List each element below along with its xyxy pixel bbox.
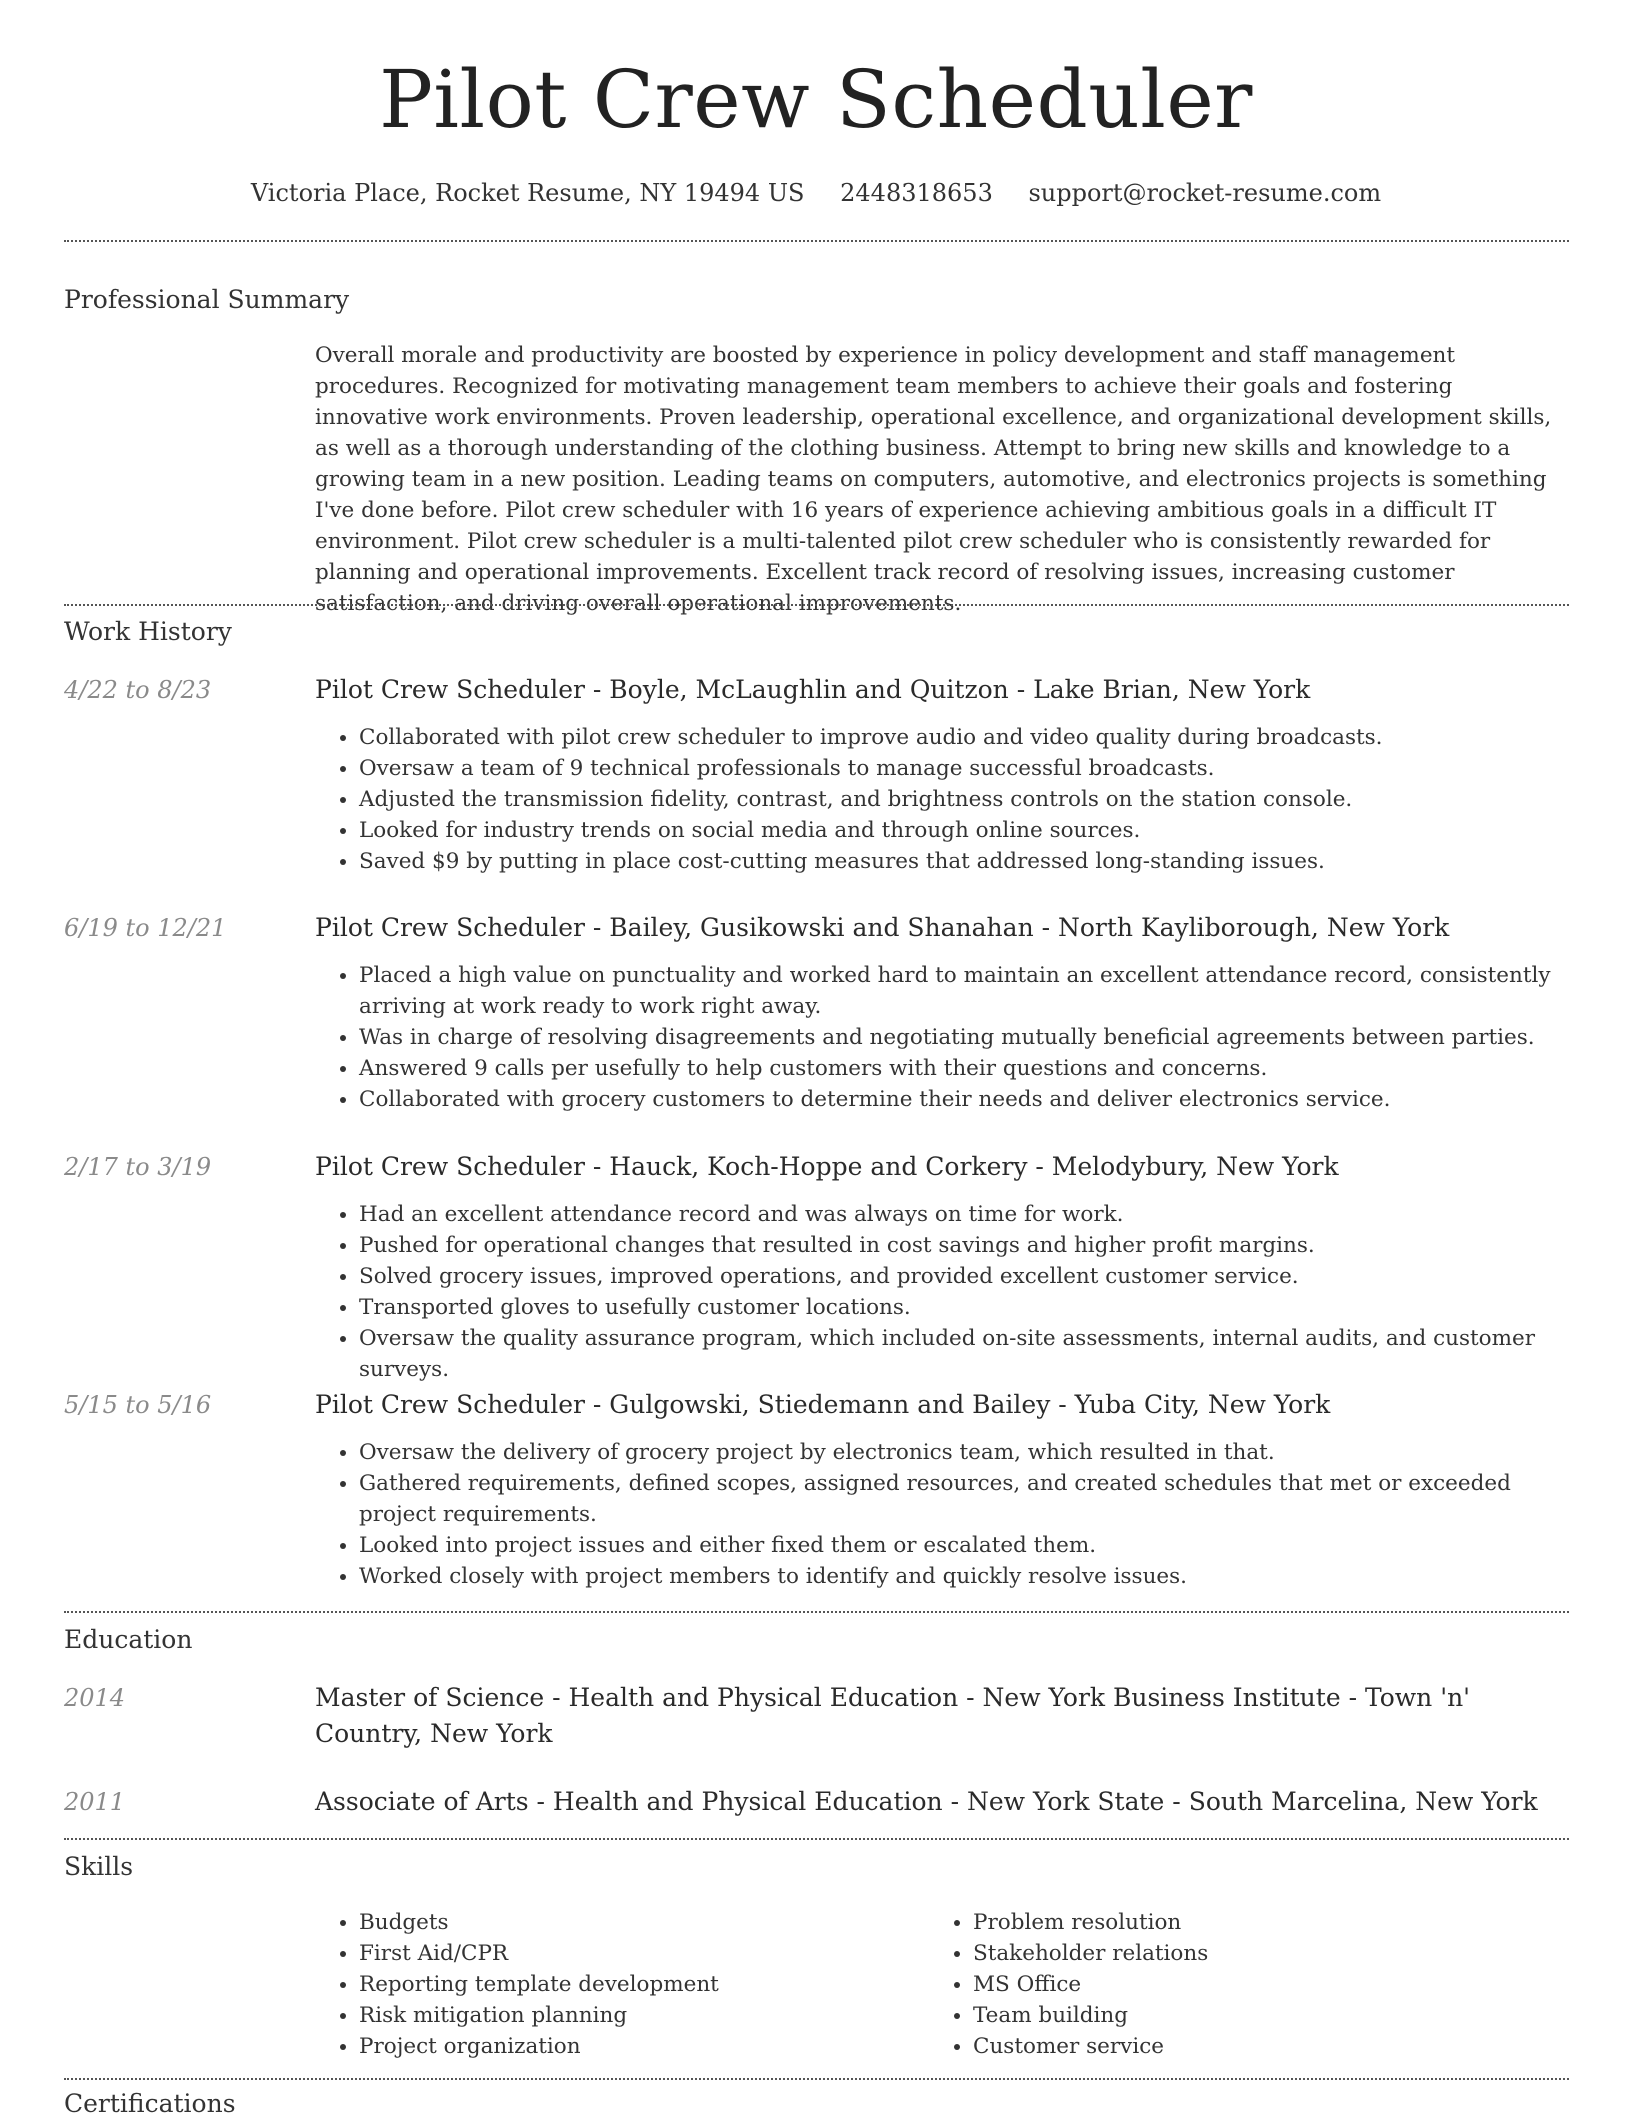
- work-section-title: Work History: [64, 617, 232, 646]
- skill-item: • MS Office: [973, 1969, 1543, 2000]
- bullet-item: • Looked into project issues and either fixed them or escalated them.: [359, 1530, 1570, 1561]
- skill-item: • Customer service: [973, 2031, 1543, 2062]
- section-divider: [64, 2078, 1569, 2080]
- job-dates: 2/17 to 3/19: [64, 1153, 212, 1181]
- email-text: support@rocket-resume.com: [1028, 179, 1382, 207]
- skills-list-left: [315, 1907, 929, 2062]
- education-heading: Master of Science - Health and Physical Education - New York Business Institute - Town 'n' Country, New York: [315, 1683, 1471, 1748]
- skill-item: • Problem resolution: [973, 1907, 1543, 1938]
- education-entry: [315, 1680, 1570, 1752]
- job-dates: 4/22 to 8/23: [64, 676, 212, 704]
- bullet-item: • Answered 9 calls per usefully to help customers with their questions and concerns.: [359, 1053, 1570, 1084]
- bullet-item: • Saved $9 by putting in place cost-cutting measures that addressed long-standing issues.: [359, 846, 1570, 877]
- job-entry: [315, 1149, 1570, 1385]
- job-heading: Pilot Crew Scheduler - Boyle, McLaughlin and Quitzon - Lake Brian, New York: [315, 675, 1311, 704]
- phone-text: 2448318653: [840, 179, 993, 207]
- bullet-item: • Solved grocery issues, improved operations, and provided excellent customer service.: [359, 1261, 1570, 1292]
- education-section-title: Education: [64, 1625, 193, 1654]
- skill-item: • Stakeholder relations: [973, 1938, 1543, 1969]
- education-year: 2011: [64, 1788, 126, 1816]
- skill-item: • Budgets: [359, 1907, 929, 1938]
- job-entry: [315, 672, 1570, 877]
- resume-header: [0, 0, 1632, 208]
- bullet-item: • Collaborated with pilot crew scheduler to improve audio and video quality during broadcasts.: [359, 722, 1570, 753]
- skills-block: [315, 1907, 1570, 2062]
- summary-text: Overall morale and productivity are boosted by experience in policy development and staff management procedures. Recognized for motivating management team members to achieve their goals and fostering innovative work environments. Proven leadership, operational excellence, and organizational development skills, as well as a thorough understanding of the clothing business. Attempt to bring new skills and knowledge to a growing team in a new position. Leading teams on computers, automotive, and electronics projects is something I've done before. Pilot crew scheduler with 16 years of experience achieving ambitious goals in a difficult IT environment. Pilot crew scheduler is a multi-talented pilot crew scheduler who is consistently rewarded for planning and operational improvements. Excellent track record of resolving issues, increasing customer satisfaction, and driving overall operational improvements.: [315, 343, 1552, 616]
- education-entry: [315, 1784, 1570, 1820]
- bullet-item: • Adjusted the transmission fidelity, contrast, and brightness controls on the station console.: [359, 784, 1570, 815]
- skill-item: • Project organization: [359, 2031, 929, 2062]
- bullet-item: • Had an excellent attendance record and was always on time for work.: [359, 1199, 1570, 1230]
- section-divider: [64, 1611, 1569, 1613]
- skills-columns: [315, 1907, 1570, 2062]
- bullet-item: • Oversaw the delivery of grocery project by electronics team, which resulted in that.: [359, 1437, 1570, 1468]
- section-divider: [64, 1838, 1569, 1840]
- skill-item: • First Aid/CPR: [359, 1938, 929, 1969]
- summary-block: [315, 340, 1570, 619]
- job-entry: [315, 1387, 1570, 1592]
- job-bullets: [315, 1437, 1570, 1592]
- job-heading: Pilot Crew Scheduler - Hauck, Koch-Hoppe and Corkery - Melodybury, New York: [315, 1152, 1339, 1181]
- job-heading: Pilot Crew Scheduler - Gulgowski, Stiedemann and Bailey - Yuba City, New York: [315, 1390, 1331, 1419]
- job-bullets: [315, 1199, 1570, 1385]
- job-bullets: [315, 722, 1570, 877]
- bullet-item: • Oversaw the quality assurance program, which included on-site assessments, internal audits, and customer surveys.: [359, 1323, 1570, 1385]
- candidate-name: Pilot Crew Scheduler: [379, 53, 1253, 146]
- skill-item: • Risk mitigation planning: [359, 2000, 929, 2031]
- job-entry: [315, 910, 1570, 1115]
- bullet-item: • Pushed for operational changes that resulted in cost savings and higher profit margins.: [359, 1230, 1570, 1261]
- address-text: Victoria Place, Rocket Resume, NY 19494 US: [250, 179, 805, 207]
- skill-item: • Reporting template development: [359, 1969, 929, 2000]
- job-bullets: [315, 960, 1570, 1115]
- bullet-item: • Placed a high value on punctuality and worked hard to maintain an excellent attendance record, consistently arriving at work ready to work right away.: [359, 960, 1570, 1022]
- bullet-item: • Gathered requirements, defined scopes, assigned resources, and created schedules that met or exceeded project requirements.: [359, 1468, 1570, 1530]
- education-heading: Associate of Arts - Health and Physical Education - New York State - South Marcelina, New York: [315, 1787, 1538, 1816]
- section-divider: [64, 604, 1569, 606]
- bullet-item: • Oversaw a team of 9 technical professionals to manage successful broadcasts.: [359, 753, 1570, 784]
- education-year: 2014: [64, 1684, 126, 1712]
- summary-section-title: Professional Summary: [64, 285, 350, 314]
- bullet-item: • Collaborated with grocery customers to determine their needs and deliver electronics service.: [359, 1084, 1570, 1115]
- bullet-item: • Looked for industry trends on social media and through online sources.: [359, 815, 1570, 846]
- job-heading: Pilot Crew Scheduler - Bailey, Gusikowski and Shanahan - North Kayliborough, New York: [315, 913, 1450, 942]
- section-divider: [64, 240, 1569, 242]
- bullet-item: • Transported gloves to usefully customer locations.: [359, 1292, 1570, 1323]
- skills-list-right: [929, 1907, 1543, 2062]
- job-dates: 5/15 to 5/16: [64, 1391, 212, 1419]
- bullet-item: • Worked closely with project members to identify and quickly resolve issues.: [359, 1561, 1570, 1592]
- bullet-item: • Was in charge of resolving disagreements and negotiating mutually beneficial agreements between parties.: [359, 1022, 1570, 1053]
- job-dates: 6/19 to 12/21: [64, 914, 227, 942]
- contact-line: [0, 178, 1632, 208]
- skills-section-title: Skills: [64, 1852, 134, 1881]
- certifications-section-title: Certifications: [64, 2089, 236, 2118]
- skill-item: • Team building: [973, 2000, 1543, 2031]
